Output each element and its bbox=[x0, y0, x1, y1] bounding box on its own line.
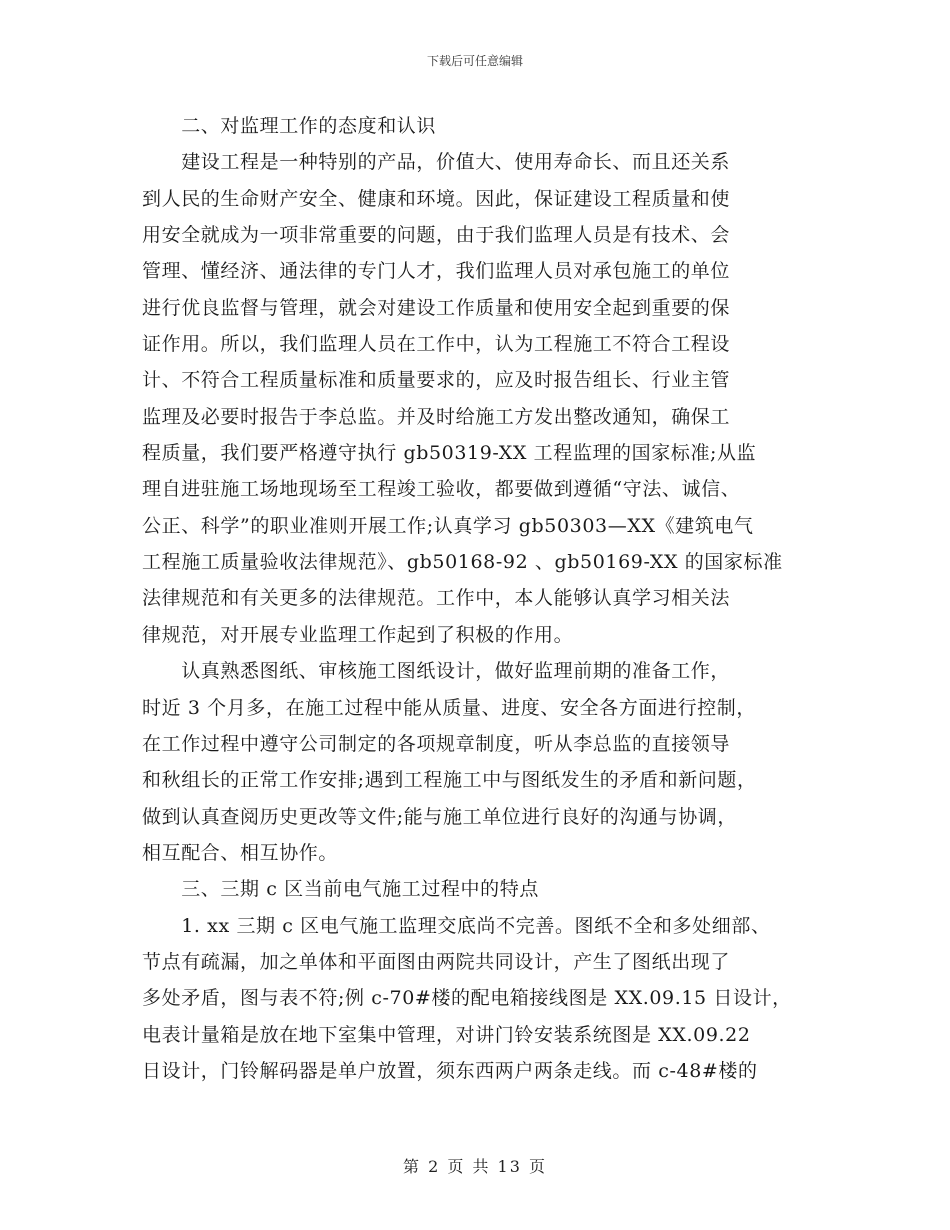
text-line: 公正、科学”的职业准则开展工作;认真学习 gb50303—XX《建筑电气 bbox=[142, 514, 754, 537]
text-line: 和秋组长的正常工作安排;遇到工程施工中与图纸发生的矛盾和新问题， bbox=[142, 769, 757, 792]
text-line: 到人民的生命财产安全、健康和环境。因此，保证建设工程质量和使 bbox=[142, 187, 731, 210]
text-line: 电表计量箱是放在地下室集中管理，对讲门铃安装系统图是 XX.09.22 bbox=[142, 1023, 751, 1046]
text-line: 管理、懂经济、通法律的专门人才，我们监理人员对承包施工的单位 bbox=[142, 260, 731, 283]
page-footer: 第 2 页 共 13 页 bbox=[403, 1157, 547, 1176]
text-line: 用安全就成为一项非常重要的问题，由于我们监理人员是有技术、会 bbox=[142, 224, 731, 247]
text-line: 法律规范和有关更多的法律规范。工作中，本人能够认真学习相关法 bbox=[142, 587, 731, 610]
text-line: 理自进驻施工场地现场至工程竣工验收，都要做到遵循“守法、诚信、 bbox=[142, 478, 741, 501]
text-line: 证作用。所以，我们监理人员在工作中，认为工程施工不符合工程设 bbox=[142, 333, 731, 356]
text-line: 监理及必要时报告于李总监。并及时给施工方发出整改通知，确保工 bbox=[142, 405, 731, 428]
text-line: 多处矛盾，图与表不符;例 c-70#楼的配电箱接线图是 XX.09.15 日设计， bbox=[142, 987, 792, 1010]
text-line: 在工作过程中遵守公司制定的各项规章制度，听从李总监的直接领导 bbox=[142, 732, 731, 755]
text-line: 程质量，我们要严格遵守执行 gb50319-XX 工程监理的国家标准;从监 bbox=[142, 442, 757, 465]
text-line: 计、不符合工程质量标准和质量要求的，应及时报告组长、行业主管 bbox=[142, 369, 731, 392]
text-line: 时近 3 个月多，在施工过程中能从质量、进度、安全各方面进行控制， bbox=[142, 696, 756, 719]
text-line: 三、三期 c 区当前电气施工过程中的特点 bbox=[142, 878, 539, 901]
text-line: 节点有疏漏，加之单体和平面图由两院共同设计，产生了图纸出现了 bbox=[142, 950, 731, 973]
text-line: 律规范，对开展专业监理工作起到了积极的作用。 bbox=[142, 623, 574, 646]
text-line: 日设计，门铃解码器是单户放置，须东西两户两条走线。而 c-48#楼的 bbox=[142, 1059, 758, 1082]
text-line: 进行优良监督与管理，就会对建设工作质量和使用安全起到重要的保 bbox=[142, 296, 731, 319]
text-line: 建设工程是一种特别的产品，价值大、使用寿命长、而且还关系 bbox=[142, 151, 731, 174]
text-line: 二、对监理工作的态度和认识 bbox=[142, 115, 437, 137]
text-line: 工程施工质量验收法律规范》、gb50168-92 、gb50169-XX 的国家标准 bbox=[142, 551, 783, 574]
text-line: 认真熟悉图纸、审核施工图纸设计，做好监理前期的准备工作， bbox=[142, 660, 731, 683]
body-text bbox=[142, 108, 814, 1089]
text-line: 相互配合、相互协作。 bbox=[142, 841, 339, 864]
page-header: 下载后可任意编辑 bbox=[426, 54, 523, 68]
text-line: 做到认真查阅历史更改等文件;能与施工单位进行良好的沟通与协调， bbox=[142, 805, 738, 828]
text-line: 1. xx 三期 c 区电气施工监理交底尚不完善。图纸不全和多处细部、 bbox=[142, 914, 771, 937]
